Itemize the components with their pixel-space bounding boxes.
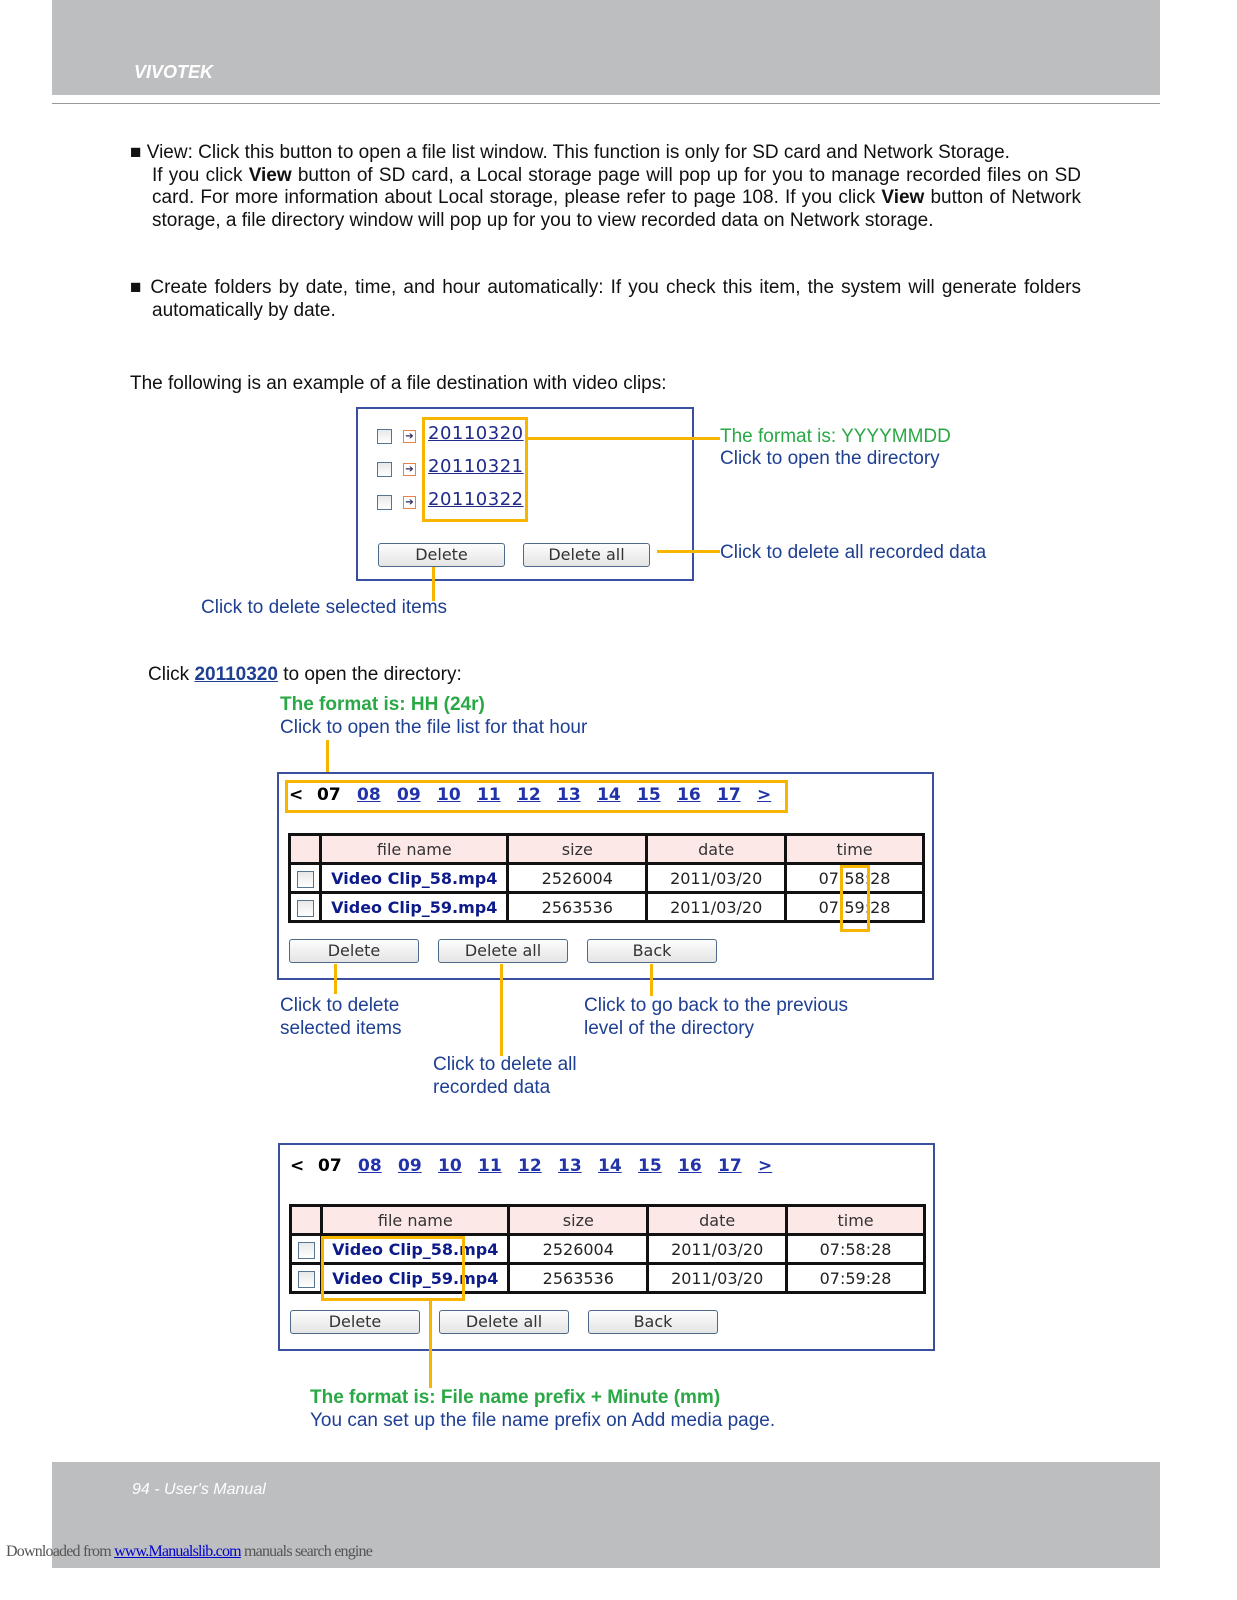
annotation-format: The format is: HH (24r) [280, 694, 485, 715]
directory-link[interactable]: 20110320 [194, 664, 278, 685]
callout-line [527, 437, 720, 440]
hour-link[interactable]: 16 [678, 1156, 702, 1176]
bullet-view-line1: ■ View: Click this button to open a file list window. This function is only for SD card and Network Storage. [130, 142, 1010, 163]
hour-link[interactable]: 11 [477, 785, 501, 805]
cell-size: 2563536 [508, 893, 647, 922]
column-header: file name [322, 1206, 509, 1235]
annotation-format: The format is: File name prefix + Minute (mm) [310, 1387, 721, 1408]
open-arrow-icon[interactable]: ➔ [403, 430, 416, 443]
cell-time: 07:59:28 [787, 1264, 925, 1293]
directory-checkbox[interactable] [377, 429, 392, 444]
column-header: size [509, 1206, 648, 1235]
table-row [290, 893, 924, 922]
click-instruction [148, 664, 462, 687]
column-header: file name [321, 835, 508, 864]
directory-link[interactable]: 20110322 [428, 489, 524, 510]
current-hour: 07 [317, 785, 341, 805]
cell-date: 2011/03/20 [648, 1235, 787, 1264]
hour-link[interactable]: 17 [717, 785, 741, 805]
text: button of SD card, a Local storage page will pop up for you to manage recorded files on SD card. For more information about Local storage, please refer to page 108. If you click [152, 164, 1081, 209]
file-link[interactable]: Video Clip_58.mp4 [322, 1235, 509, 1264]
annotation-delete [280, 994, 401, 1040]
hour-link[interactable]: 10 [437, 785, 461, 805]
hour-link[interactable]: 14 [598, 1156, 622, 1176]
table-header [291, 1206, 925, 1235]
next-hour-button[interactable]: > [758, 1156, 773, 1176]
bold-view: View [248, 164, 292, 186]
delete-all-button[interactable]: Delete all [523, 543, 650, 567]
hour-link[interactable]: 17 [718, 1156, 742, 1176]
prev-hour-button[interactable]: < [290, 1156, 305, 1176]
text: If you click [152, 164, 249, 186]
bullet-folders-text: ■ Create folders by date, time, and hour automatically: If you check this item, the system will generate folders automatically by date. [130, 277, 1081, 321]
text: Click to delete [280, 995, 400, 1016]
highlight-box [422, 417, 528, 522]
annotation-delete-all [433, 1053, 577, 1099]
hour-link[interactable]: 15 [638, 1156, 662, 1176]
annotation-prefix: You can set up the file name prefix on Add media page. [310, 1410, 776, 1431]
bullet-folders [130, 277, 1081, 322]
download-note [6, 1543, 372, 1561]
hour-link[interactable]: 09 [397, 785, 421, 805]
hour-nav [290, 1156, 798, 1176]
column-header: time [787, 1206, 925, 1235]
callout-line [650, 964, 653, 996]
callout-line [432, 567, 435, 601]
text: button of Network storage, a file directory window will pop up for you to view recorded data on Network storage. [152, 187, 1081, 231]
header-divider [52, 103, 1160, 104]
row-checkbox[interactable] [298, 1271, 315, 1288]
annotation-delete-all: Click to delete all recorded data [720, 542, 987, 563]
hour-link[interactable]: 11 [478, 1156, 502, 1176]
delete-button[interactable]: Delete [378, 543, 505, 567]
hour-link[interactable]: 10 [438, 1156, 462, 1176]
file-table [288, 833, 925, 923]
text: manuals search engine [240, 1543, 373, 1560]
back-button[interactable]: Back [587, 939, 717, 963]
hour-link[interactable]: 13 [557, 785, 581, 805]
table-row [290, 864, 924, 893]
callout-line [429, 1300, 432, 1388]
annotation-format: The format is: YYYYMMDD [720, 426, 951, 447]
row-select [291, 1264, 322, 1293]
annotation-open: Click to open the directory [720, 448, 940, 469]
highlight-box [285, 780, 788, 813]
callout-line [657, 550, 720, 553]
column-header: date [648, 1206, 787, 1235]
table-header [290, 835, 924, 864]
text: Click to delete all [433, 1054, 577, 1075]
text: recorded data [433, 1077, 551, 1098]
cell-size: 2526004 [508, 864, 647, 893]
text: Click [148, 664, 195, 685]
delete-button[interactable]: Delete [289, 939, 419, 963]
hour-link[interactable]: 13 [558, 1156, 582, 1176]
intro-text: The following is an example of a file destination with video clips: [130, 373, 667, 394]
header-select [291, 1206, 322, 1235]
cell-time: 07:58:28 [787, 1235, 925, 1264]
text: Downloaded from [6, 1543, 115, 1560]
cell-time: 07:59:28 [786, 893, 924, 922]
row-checkbox[interactable] [297, 871, 314, 888]
row-select [290, 893, 321, 922]
callout-line [334, 964, 337, 994]
cell-size: 2526004 [509, 1235, 648, 1264]
open-arrow-icon[interactable]: ➔ [403, 496, 416, 509]
cell-date: 2011/03/20 [648, 1264, 787, 1293]
annotation-open: Click to open the file list for that hour [280, 717, 588, 738]
directory-link[interactable]: 20110321 [428, 456, 524, 477]
hour-link[interactable]: 08 [357, 785, 381, 805]
prev-hour-button[interactable]: < [289, 785, 304, 805]
header-select [290, 835, 321, 864]
hour-link[interactable]: 16 [677, 785, 701, 805]
file-link[interactable]: Video Clip_58.mp4 [321, 864, 508, 893]
annotation-delete: Click to delete selected items [201, 597, 448, 618]
hour-link[interactable]: 08 [358, 1156, 382, 1176]
highlight-box [321, 1236, 465, 1301]
row-select [290, 864, 321, 893]
cell-date: 2011/03/20 [647, 864, 786, 893]
column-header: size [508, 835, 647, 864]
delete-all-button[interactable]: Delete all [439, 1310, 569, 1334]
text: to open the directory: [277, 664, 462, 685]
hour-link[interactable]: 14 [597, 785, 621, 805]
directory-checkbox[interactable] [377, 462, 392, 477]
row-checkbox[interactable] [298, 1242, 315, 1259]
next-hour-button[interactable]: > [757, 785, 772, 805]
hour-link[interactable]: 12 [517, 785, 541, 805]
hour-link[interactable]: 12 [518, 1156, 542, 1176]
callout-line [500, 964, 503, 1056]
bullet-view [130, 142, 1081, 232]
row-checkbox[interactable] [297, 900, 314, 917]
hour-link[interactable]: 15 [637, 785, 661, 805]
directory-link[interactable]: 20110320 [428, 423, 524, 444]
file-link[interactable]: Video Clip_59.mp4 [321, 893, 508, 922]
text: selected items [280, 1018, 402, 1039]
bold-view: View [881, 187, 925, 209]
brand-logo: VIVOTEK [134, 62, 214, 82]
cell-date: 2011/03/20 [647, 893, 786, 922]
file-link[interactable]: Video Clip_59.mp4 [322, 1264, 509, 1293]
current-hour: 07 [318, 1156, 342, 1176]
delete-button[interactable]: Delete [290, 1310, 420, 1334]
open-arrow-icon[interactable]: ➔ [403, 463, 416, 476]
hour-link[interactable]: 09 [398, 1156, 422, 1176]
manualslib-link[interactable]: www.Manualslib.com [114, 1543, 241, 1560]
text: Click to go back to the previous [584, 995, 849, 1016]
delete-all-button[interactable]: Delete all [438, 939, 568, 963]
page-number: 94 - User's Manual [132, 1481, 266, 1498]
cell-time: 07:58:28 [786, 864, 924, 893]
header-band [52, 0, 1160, 95]
column-header: time [786, 835, 924, 864]
cell-size: 2563536 [509, 1264, 648, 1293]
back-button[interactable]: Back [588, 1310, 718, 1334]
row-select [291, 1235, 322, 1264]
directory-checkbox[interactable] [377, 495, 392, 510]
highlight-box [840, 865, 870, 932]
text: level of the directory [584, 1018, 755, 1039]
column-header: date [647, 835, 786, 864]
annotation-back [584, 994, 848, 1040]
